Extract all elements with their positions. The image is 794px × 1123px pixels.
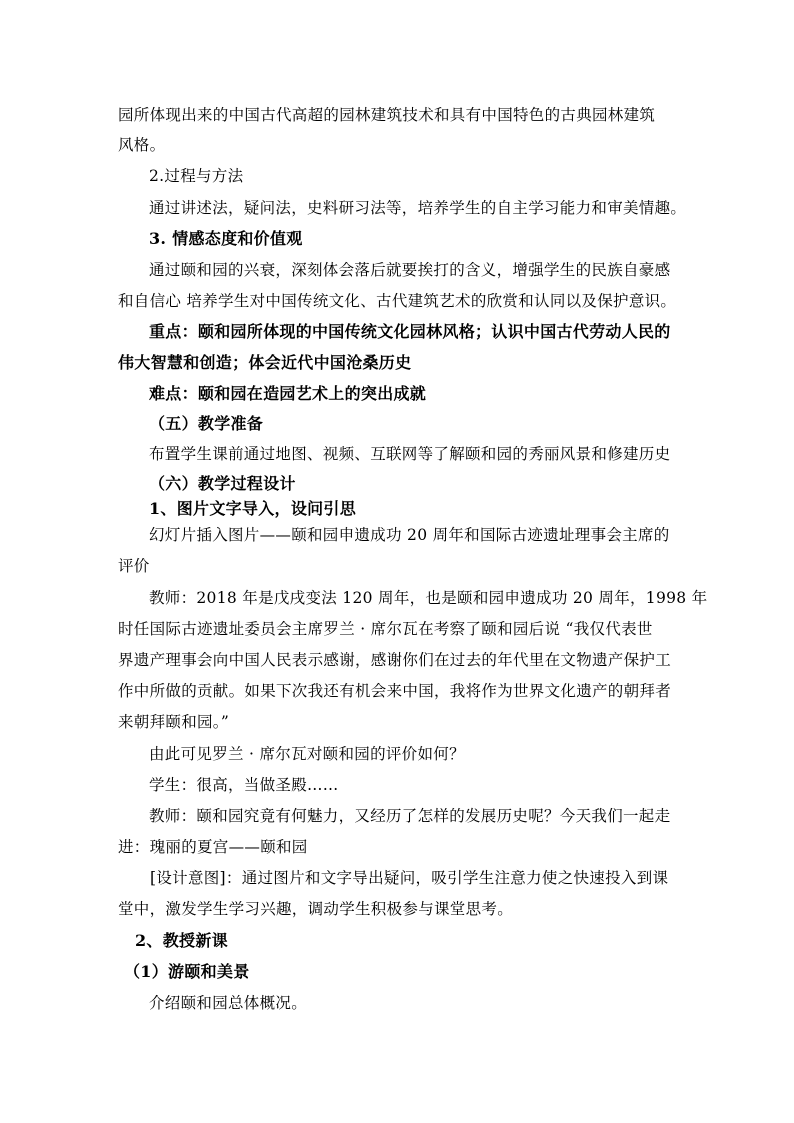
body-line: 学生：很高，当做圣殿…… <box>149 776 339 794</box>
difficult-point: 难点：颐和园在造园艺术上的突出成就 <box>149 384 427 403</box>
section-heading: （五）教学准备 <box>149 414 264 433</box>
body-line: 风格。 <box>118 136 166 154</box>
subsection-heading: 2、教授新课 <box>135 931 228 950</box>
subsection-heading: 1、图片文字导入，设问引思 <box>149 499 357 518</box>
body-line: 教师：2018 年是戊戌变法 120 周年，也是颐和园申遗成功 20 周年，1998 年 <box>149 589 708 607</box>
body-line: 教师：颐和园究竟有何魅力，又经历了怎样的发展历史呢？今天我们一起走 <box>149 807 671 825</box>
body-line: 和自信心 培养学生对中国传统文化、古代建筑艺术的欣赏和认同以及保护意识。 <box>118 292 677 310</box>
body-line: 由此可见罗兰 · 席尔瓦对颐和园的评价如何？ <box>149 745 465 763</box>
body-line: 园所体现出来的中国古代高超的园林建筑技术和具有中国特色的古典园林建筑 <box>118 106 656 124</box>
key-point: 重点：颐和园所体现的中国传统文化园林风格；认识中国古代劳动人民的 <box>149 322 671 341</box>
body-line: 通过颐和园的兴衰，深刻体会落后就要挨打的含义，增强学生的民族自豪感 <box>149 261 671 279</box>
body-line: 介绍颐和园总体概况。 <box>149 994 308 1012</box>
subsection-heading: 3. 情感态度和价值观 <box>149 229 303 248</box>
key-point: 伟大智慧和创造；体会近代中国沧桑历史 <box>118 353 412 372</box>
body-line: 通过讲述法，疑问法，史料研习法等，培养学生的自主学习能力和审美情趣。 <box>149 199 687 217</box>
subsection-heading: （1）游颐和美景 <box>124 962 250 981</box>
body-line: 幻灯片插入图片——颐和园申遗成功 20 周年和国际古迹遗址理事会主席的 <box>149 526 670 544</box>
body-line: 布置学生课前通过地图、视频、互联网等了解颐和园的秀丽风景和修建历史 <box>149 445 671 463</box>
body-line: 作中所做的贡献。如果下次我还有机会来中国，我将作为世界文化遗产的朝拜者 <box>118 682 672 700</box>
body-line: 进：瑰丽的夏宫——颐和园 <box>118 838 308 856</box>
body-line: 来朝拜颐和园。” <box>118 713 230 731</box>
body-line: 评价 <box>118 557 150 575</box>
design-intent: [设计意图]：通过图片和文字导出疑问，吸引学生注意力使之快速投入到课 <box>150 869 669 887</box>
subsection-heading: 2.过程与方法 <box>149 167 244 185</box>
body-line: 堂中，激发学生学习兴趣，调动学生积极参与课堂思考。 <box>118 900 514 918</box>
body-line: 时任国际古迹遗址委员会主席罗兰 · 席尔瓦在考察了颐和园后说 “我仅代表世 <box>118 620 653 638</box>
body-line: 界遗产理事会向中国人民表示感谢，感谢你们在过去的年代里在文物遗产保护工 <box>118 651 672 669</box>
section-heading: （六）教学过程设计 <box>149 474 296 493</box>
